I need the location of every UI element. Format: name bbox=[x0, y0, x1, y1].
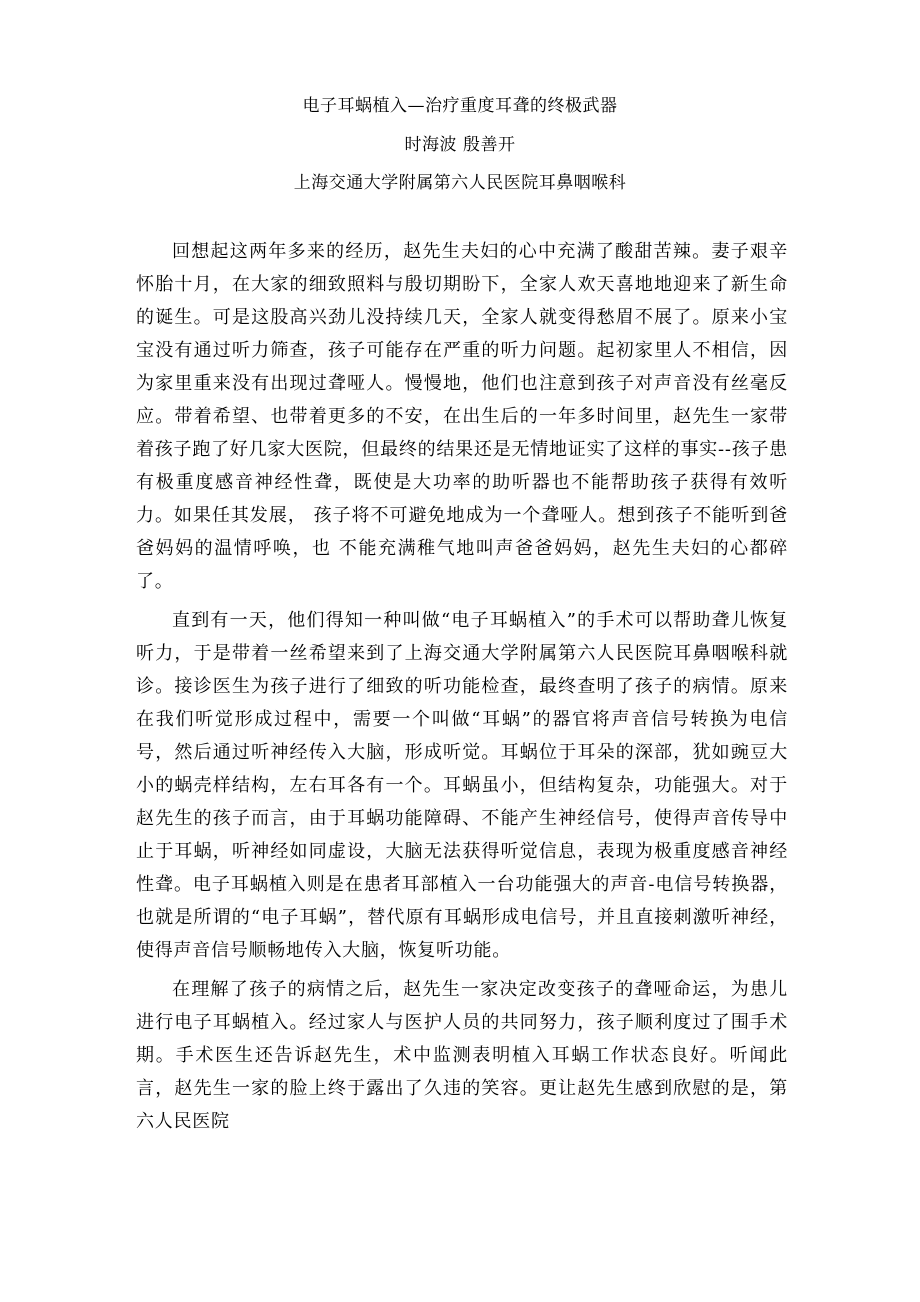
document-header bbox=[0, 96, 920, 212]
document-authors: 时海波 殷善开 bbox=[404, 134, 516, 155]
document-affiliation: 上海交通大学附属第六人民医院耳鼻咽喉科 bbox=[293, 173, 627, 193]
paragraph: 在理解了孩子的病情之后，赵先生一家决定改变孩子的聋哑命运，为患儿进行电子耳蜗植入。经过家人与医护人员的共同努力，孩子顺利度过了围手术期。手术医生还告诉赵先生，术中监测表明植入耳蜗工作状态良好。听闻此言，赵先生一家的脸上终于露出了久违的笑容。更让赵先生感到欣慰的是，第六人民医院 bbox=[136, 979, 788, 1132]
paragraph: 回想起这两年多来的经历，赵先生夫妇的心中充满了酸甜苦辣。妻子艰辛怀胎十月，在大家的细致照料与殷切期盼下，全家人欢天喜地地迎来了新生命的诞生。可是这股高兴劲儿没持续几天，全家人就变得愁眉不展了。原来小宝宝没有通过听力筛查，孩子可能存在严重的听力问题。起初家里人不相信，因为家里重来没有出现过聋哑人。慢慢地，他们也注意到孩子对声音没有丝毫反应。带着希望、也带着更多的不安，在出生后的一年多时间里，赵先生一家带着孩子跑了好几家大医院，但最终的结果还是无情地证实了这样的事实--孩子患有极重度感音神经性聋，既使是大功率的助听器也不能帮助孩子获得有效听力。如果任其发展， 孩子将不可避免地成为一个聋哑人。想到孩子不能听到爸爸妈妈的温情呼唤，也 不能充满稚气地叫声爸爸妈妈，赵先生夫妇的心都碎了。 bbox=[136, 241, 788, 592]
document-body bbox=[136, 235, 788, 1144]
document-title: 电子耳蜗植入—治疗重度耳聋的终极武器 bbox=[302, 96, 618, 116]
paragraph: 直到有一天，他们得知一种叫做“电子耳蜗植入”的手术可以帮助聋儿恢复听力，于是带着一丝希望来到了上海交通大学附属第六人民医院耳鼻咽喉科就诊。接诊医生为孩子进行了细致的听功能检查，最终查明了孩子的病情。原来在我们听觉形成过程中，需要一个叫做“耳蜗”的器官将声音信号转换为电信号，然后通过听神经传入大脑，形成听觉。耳蜗位于耳朵的深部，犹如豌豆大小的蜗壳样结构，左右耳各有一个。耳蜗虽小，但结构复杂，功能强大。对于赵先生的孩子而言，由于耳蜗功能障碍、不能产生神经信号，使得声音传导中止于耳蜗，听神经如同虚设，大脑无法获得听觉信息，表现为极重度感音神经性聋。电子耳蜗植入则是在患者耳部植入一台功能强大的声音-电信号转换器，也就是所谓的“电子耳蜗”，替代原有耳蜗形成电信号，并且直接刺激听神经，使得声音信号顺畅地传入大脑，恢复听功能。 bbox=[136, 610, 788, 961]
